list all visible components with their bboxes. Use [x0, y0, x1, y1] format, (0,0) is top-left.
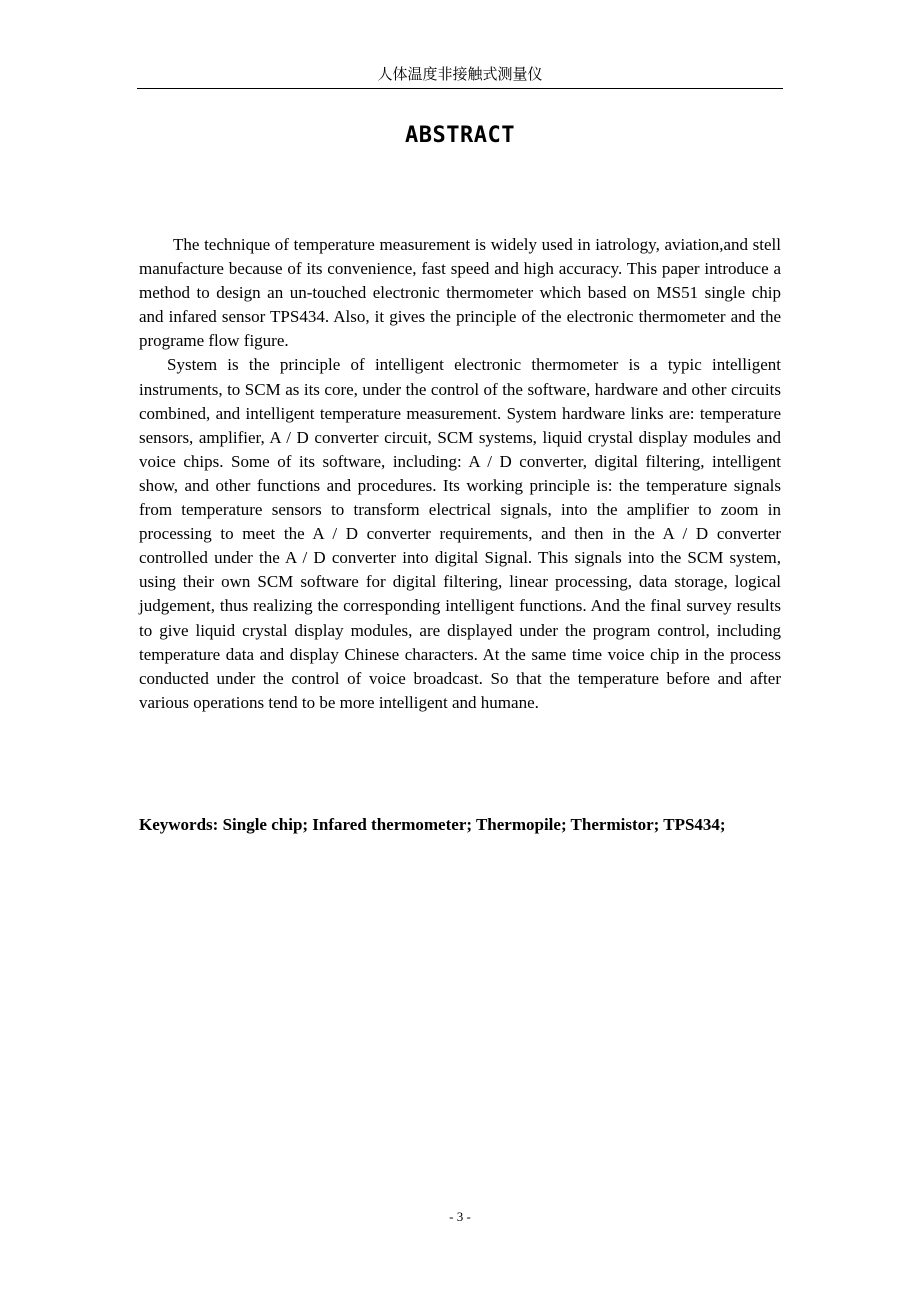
abstract-paragraph-1: The technique of temperature measurement is widely used in iatrology, aviation,and stell manufacture because of its convenience, fast speed and high accuracy. This paper introduce a method to design an un-touched electronic thermometer which based on MS51 single chip and infared sensor TPS434. Also, it gives the principle of the electronic thermometer and the programe flow figure.	[139, 235, 781, 351]
abstract-heading: ABSTRACT	[405, 123, 515, 148]
running-header: 人体温度非接触式测量仪	[377, 65, 543, 83]
keywords-line: Keywords: Single chip; Infared thermometer; Thermopile; Thermistor; TPS434;	[139, 815, 726, 834]
header-rule	[137, 88, 783, 89]
abstract-body	[139, 233, 781, 715]
abstract-paragraph-2: System is the principle of intelligent electronic thermometer is a typic intelligent instruments, to SCM as its core, under the control of the software, hardware and other circuits combined, and intelligent temperature measurement. System hardware links are: temperature sensors, amplifier, A / D converter circuit, SCM systems, liquid crystal display modules and voice chips. Some of its software, including: A / D converter, digital filtering, intelligent show, and other functions and procedures. Its working principle is: the temperature signals from temperature sensors to transform electrical signals, into the amplifier to zoom in processing to meet the A / D converter requirements, and then in the A / D converter controlled under the A / D converter into digital Signal. This signals into the SCM system, using their own SCM software for digital filtering, linear processing, data storage, logical judgement, thus realizing the corresponding intelligent functions. And the final survey results to give liquid crystal display modules, are displayed under the program control, including temperature data and display Chinese characters. At the same time voice chip in the process conducted under the control of voice broadcast. So that the temperature before and after various operations tend to be more intelligent and humane.	[139, 355, 781, 712]
page-number: - 3 -	[449, 1209, 471, 1224]
